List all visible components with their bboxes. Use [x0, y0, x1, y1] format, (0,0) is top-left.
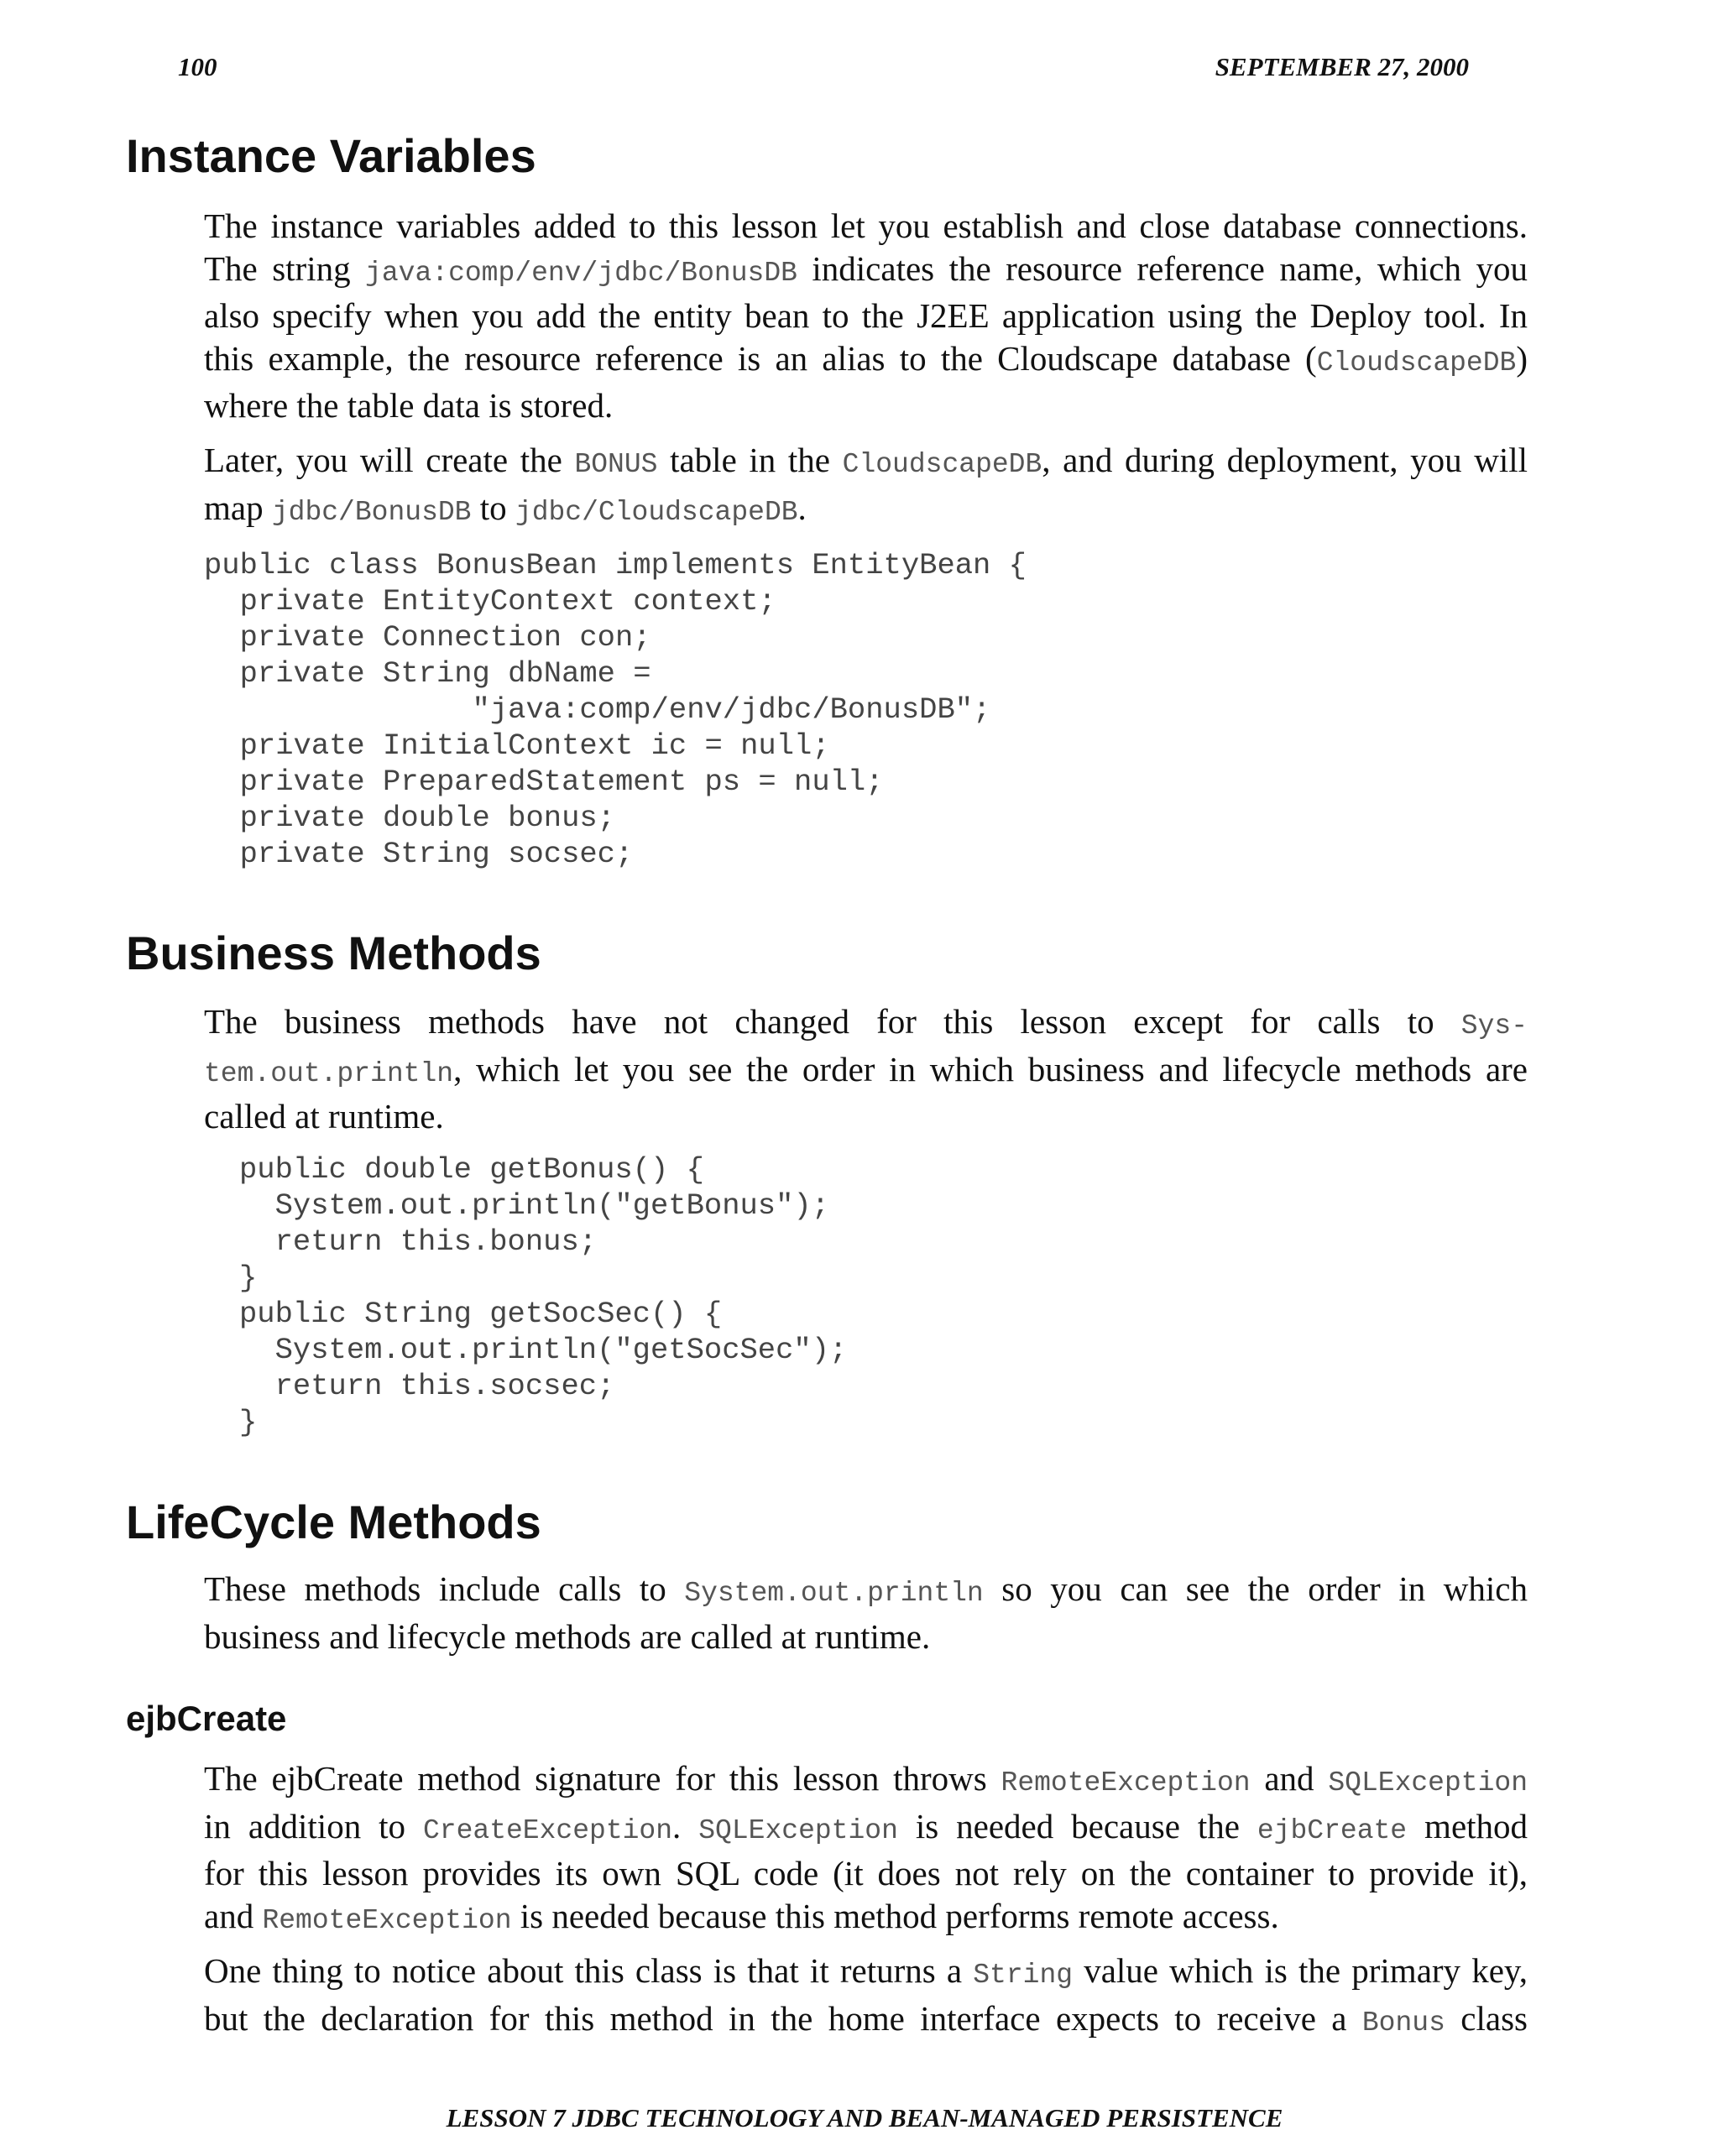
paragraph-instance-variables-2 — [204, 439, 1528, 534]
text-line: this example, the resource reference is an alias to the Cloudscape database (CloudscapeDB) — [204, 338, 1528, 378]
inline-code: String — [973, 1960, 1074, 1991]
heading-business-methods: Business Methods — [126, 927, 541, 979]
inline-code: tem.out.println — [204, 1057, 454, 1089]
inline-code: CloudscapeDB — [842, 449, 1042, 480]
heading-lifecycle-methods: LifeCycle Methods — [126, 1496, 541, 1548]
code-line: } — [239, 1405, 258, 1439]
inline-code: java:comp/env/jdbc/BonusDB — [365, 257, 797, 289]
text-line: tem.out.println, which let you see the order in which business and lifecycle methods are — [204, 1049, 1528, 1089]
paragraph-ejbcreate-2 — [204, 1950, 1528, 2044]
heading-instance-variables: Instance Variables — [126, 129, 536, 182]
text-line: The instance variables added to this lesson let you establish and close database connections. — [204, 206, 1528, 245]
code-line: return this.socsec; — [239, 1369, 615, 1403]
text-line: The ejbCreate method signature for this lesson throws RemoteException and SQLException — [204, 1759, 1528, 1798]
text-line: for this lesson provides its own SQL code (it does not rely on the container to provide it), — [204, 1854, 1528, 1892]
page-footer: LESSON 7 JDBC TECHNOLOGY AND BEAN-MANAGED PERSISTENCE — [446, 2103, 1283, 2133]
code-line: public class BonusBean implements EntityBean { — [204, 548, 1027, 582]
text-line: One thing to notice about this class is that it returns a String value which is the primary key, — [204, 1951, 1528, 1991]
inline-code: RemoteException — [262, 1904, 512, 1936]
code-line: return this.bonus; — [239, 1224, 598, 1259]
text-line: business and lifecycle methods are called at runtime. — [204, 1616, 931, 1656]
inline-code: jdbc/BonusDB — [271, 496, 472, 528]
paragraph-ejbcreate-1 — [204, 1757, 1528, 1942]
code-line: private InitialContext ic = null; — [204, 728, 830, 763]
code-line: "java:comp/env/jdbc/BonusDB"; — [204, 692, 991, 727]
text-line: called at runtime. — [204, 1097, 444, 1135]
paragraph-lifecycle-methods — [204, 1568, 1528, 1657]
text-line: The string java:comp/env/jdbc/BonusDB indicates the resource reference name, which you — [204, 248, 1528, 289]
heading-ejbcreate: ejbCreate — [126, 1699, 287, 1738]
text-line: but the declaration for this method in the home interface expects to receive a Bonus class — [204, 1998, 1528, 2039]
text-line: where the table data is stored. — [204, 386, 614, 425]
inline-code: SQLException — [1328, 1767, 1528, 1798]
inline-code: RemoteException — [1001, 1767, 1251, 1798]
code-line: private String socsec; — [204, 837, 634, 871]
code-line: System.out.println("getBonus"); — [239, 1188, 830, 1223]
inline-code: Sys- — [1460, 1010, 1528, 1041]
code-block-business-methods — [239, 1151, 847, 1440]
code-line: private double bonus; — [204, 801, 615, 835]
inline-code: System.out.println — [684, 1578, 984, 1609]
code-line: } — [239, 1261, 258, 1295]
code-block-bonusbean-fields — [204, 547, 1027, 872]
inline-code: jdbc/CloudscapeDB — [515, 496, 798, 528]
text-line: also specify when you add the entity bean to the J2EE application using the Deploy tool. In — [204, 296, 1528, 335]
text-line: These methods include calls to System.out.println so you can see the order in which — [204, 1569, 1528, 1609]
text-line: and RemoteException is needed because this method performs remote access. — [204, 1896, 1279, 1936]
code-line: private EntityContext context; — [204, 584, 776, 619]
text-line: Later, you will create the BONUS table in the CloudscapeDB, and during deployment, you will — [204, 441, 1528, 480]
text-line: map jdbc/BonusDB to jdbc/CloudscapeDB. — [204, 488, 807, 528]
inline-code: CreateException — [422, 1814, 673, 1846]
code-line: private String dbName = — [204, 656, 651, 691]
text-line: in addition to CreateException. SQLException is needed because the ejbCreate method — [204, 1806, 1528, 1846]
code-line: private PreparedStatement ps = null; — [204, 765, 884, 799]
inline-code: BONUS — [574, 449, 658, 480]
page-number: 100 — [178, 52, 217, 81]
text-line: The business methods have not changed for this lesson except for calls to Sys- — [204, 1002, 1528, 1041]
inline-code: SQLException — [698, 1814, 898, 1846]
code-line: public String getSocSec() { — [239, 1297, 723, 1331]
paragraph-instance-variables-1 — [204, 205, 1528, 427]
page-date: SEPTEMBER 27, 2000 — [1215, 52, 1469, 81]
inline-code: Bonus — [1361, 2007, 1445, 2039]
code-line: public double getBonus() { — [239, 1152, 704, 1187]
inline-code: ejbCreate — [1257, 1814, 1408, 1846]
paragraph-business-methods — [204, 1000, 1528, 1138]
code-line: private Connection con; — [204, 620, 651, 655]
code-line: System.out.println("getSocSec"); — [239, 1333, 848, 1367]
inline-code: CloudscapeDB — [1316, 347, 1517, 378]
